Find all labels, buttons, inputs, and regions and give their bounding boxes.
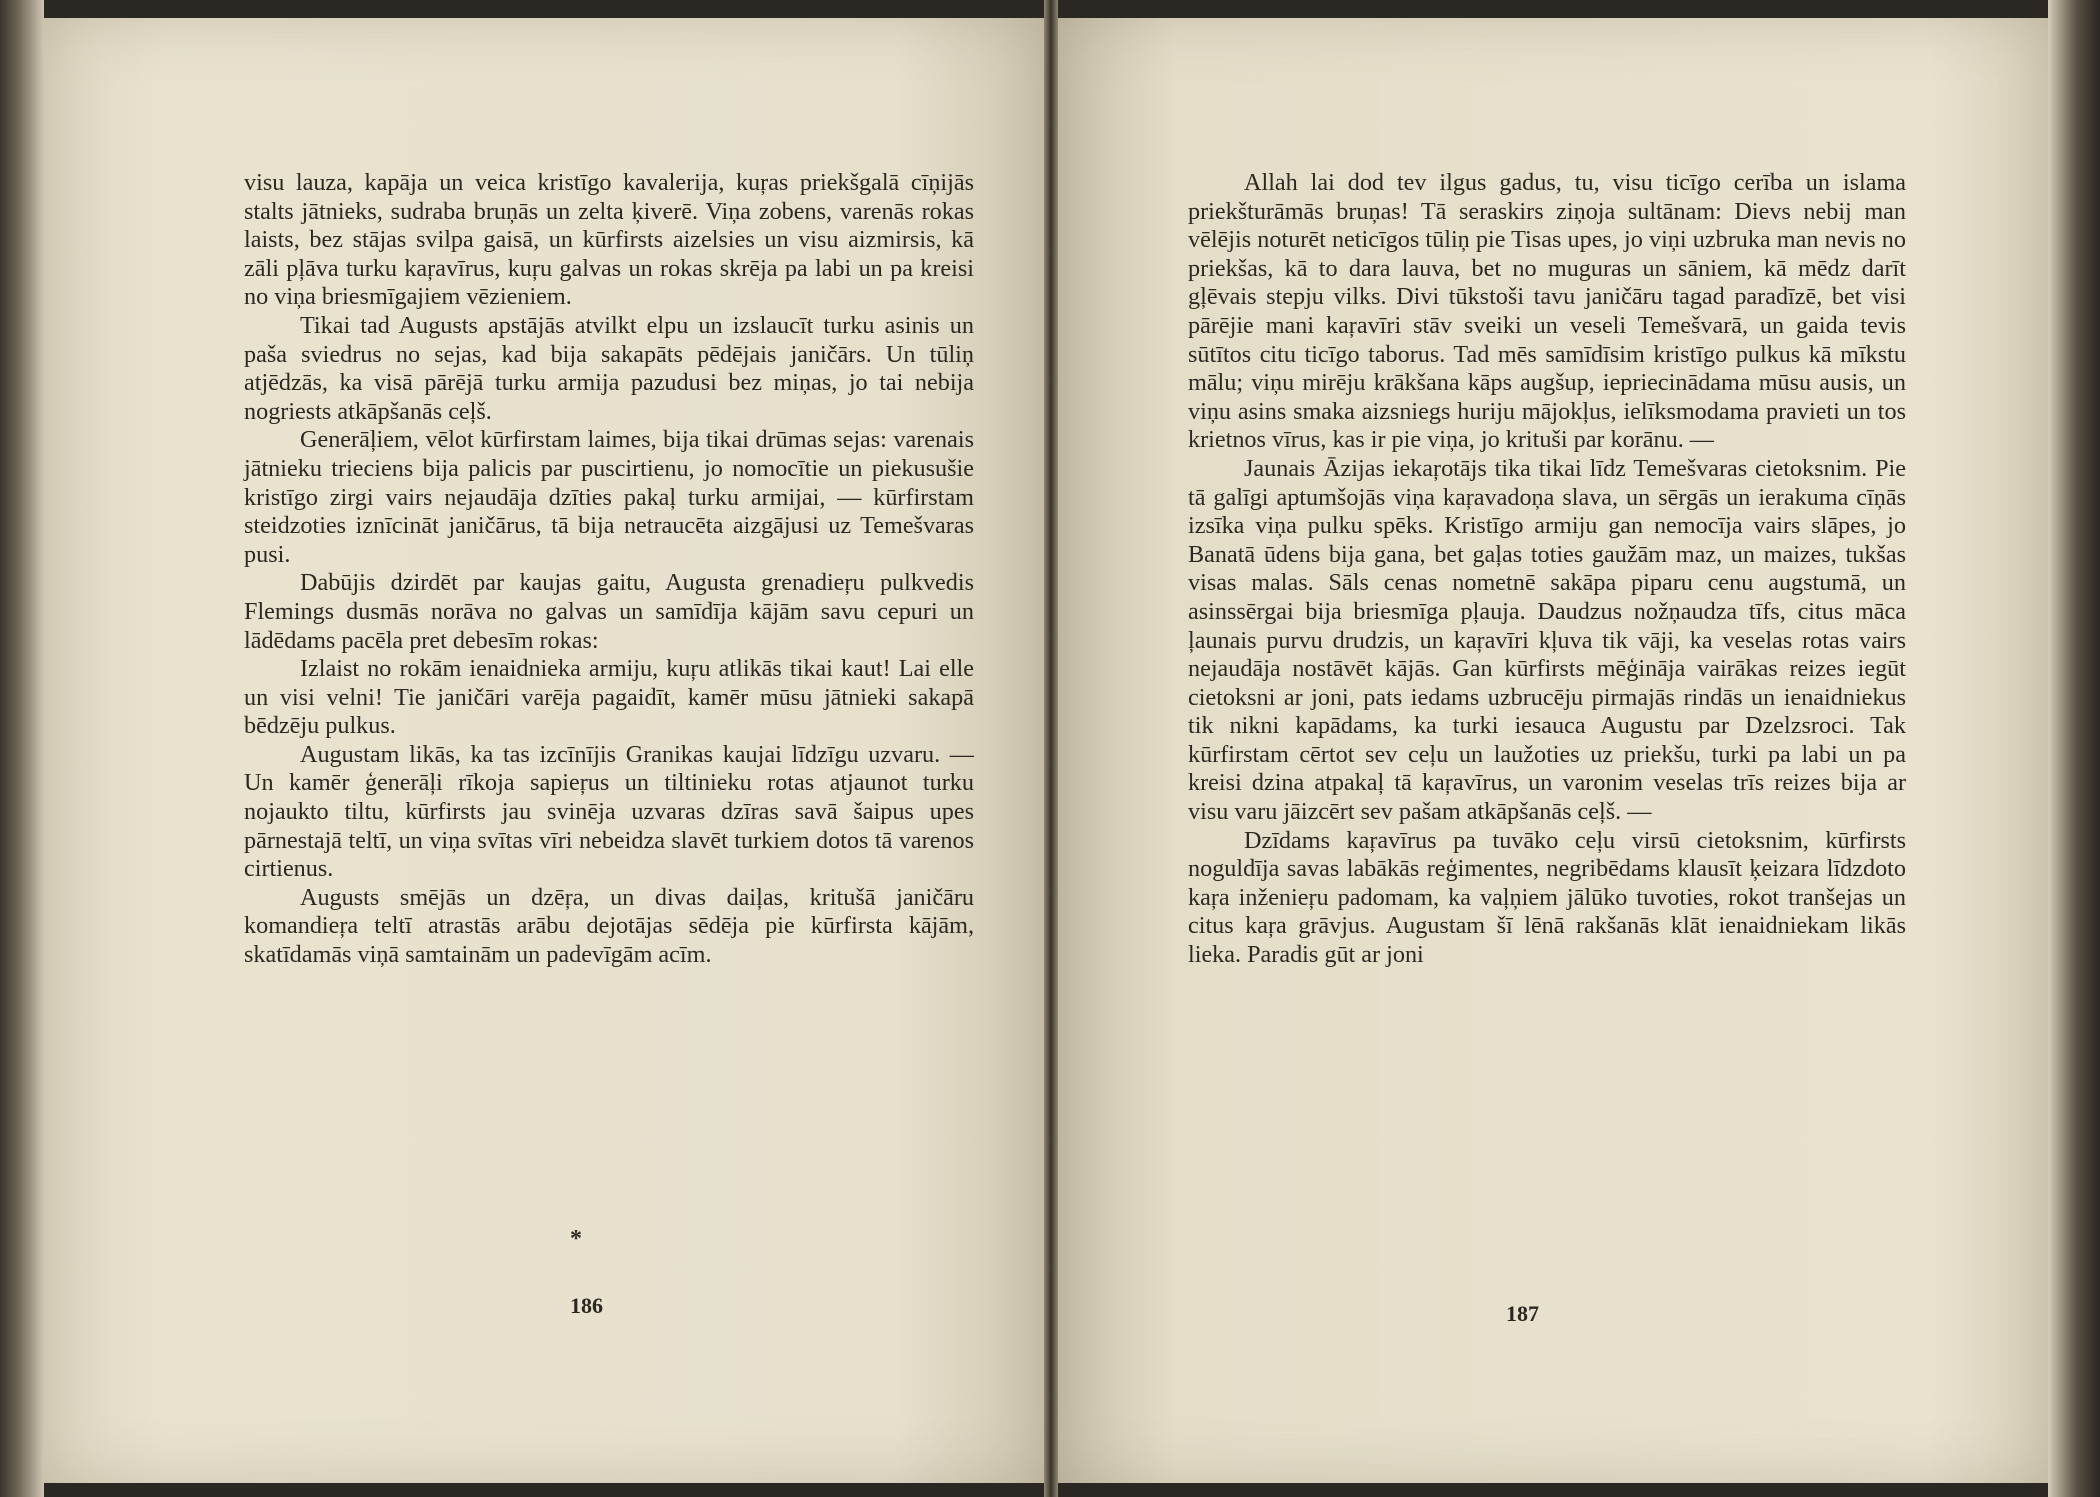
left-page xyxy=(44,18,1044,1483)
right-paragraph-2: Jaunais Āzijas iekaŗotājs tika tikai līdz Temešvaras cietoksnim. Pie tā galīgi aptumšojās viņa kaŗavadoņa slava, un sērgās un ierakuma cīņās izsīka viņa pulku spēks. Kristīgo armiju gan nemocīja vairs slāpes, jo Banatā ūdens bija gana, bet gaļas toties gaužām maz, un maizes, tukšas visas malas. Sāls cenas nometnē sakāpa piparu cenu augstumā, un asinssērgai bija briesmīga pļauja. Daudzus nožņaudza tīfs, citus māca ļaunais purvu drudzis, un kaŗavīri kļuva tik vāji, ka veselas rotas vairs nejaudāja nostāvēt kājās. Gan kūrfirsts mēģināja vairākas reizes iegūt cietoksni ar joni, pats iedams uzbrucēju pirmajās rindās un ienaidniekus tik nikni kapādams, ka turki iesauca Augustu par Dzelzsroci. Tak kūrfirstam cērtot sev ceļu un laužoties uz priekšu, turki pa labi un pa kreisi dzina atpakaļ tā kaŗavīrus, un varonim veselas trīs reizes bija ar visu varu jāizcērt sev pašam atkāpšanās ceļš. — xyxy=(1188,454,1906,826)
book-edge-left xyxy=(0,0,44,1497)
left-page-text xyxy=(244,169,974,970)
left-paragraph-7: Augusts smējās un dzēŗa, un divas daiļas, kritušā janičāru komandieŗa teltī atrastās arābu dejotājas sēdēja pie kūrfirsta kājām, skatīdamās viņā samtainām un padevīgām acīm. xyxy=(244,883,974,969)
left-paragraph-1: visu lauza, kapāja un veica kristīgo kavalerija, kuŗas priekšgalā cīņijās stalts jātnieks, sudraba bruņās un zelta ķiverē. Viņa zobens, varenās rokas laists, bez stājas svilpa gaisā, un kūrfirsts aizelsies un visu aizmirsis, kā zāli pļāva turku kaŗavīrus, kuŗu galvas un rokas skrēja pa labi un pa kreisi no viņa briesmīgajiem vēzieniem. xyxy=(244,169,974,311)
book-gutter xyxy=(1044,0,1058,1497)
book-edge-right xyxy=(2048,0,2100,1497)
left-paragraph-5: Izlaist no rokām ienaidnieka armiju, kuŗu atlikās tikai kaut! Lai elle un visi velni! Tie janičāri varēja pagaidīt, kamēr mūsu jātnieki sakapā bēdzēju pulkus. xyxy=(244,655,974,740)
left-paragraph-3: Generāļiem, vēlot kūrfirstam laimes, bija tikai drūmas sejas: varenais jātnieku trieciens bija palicis par puscirtienu, jo nomocītie un piekusušie kristīgo zirgi vairs nejaudāja dzīties pakaļ turku armijai, — kūrfirstam steidzoties iznīcināt janičārus, tā bija netraucēta aizgājusi uz Temešvaras pusi. xyxy=(244,426,974,568)
section-asterisk: * xyxy=(570,1226,582,1252)
right-paragraph-1: Allah lai dod tev ilgus gadus, tu, visu ticīgo cerība un islama priekšturāmās bruņas! Tā seraskirs ziņoja sultānam: Dievs nebij man vēlējis noturēt neticīgos tūliņ pie Tisas upes, jo viņi uzbruka man nevis no priekšas, kā to dara lauva, bet no muguras un sāniem, kā mēdz darīt gļēvais stepju vilks. Divi tūkstoši tavu janičāru tagad paradīzē, bet visi pārējie mani kaŗavīri stāv sveiki un veseli Temešvarā, un gaida tevis sūtītos citu ticīgo taborus. Tad mēs samīdīsim kristīgo pulkus kā mīkstu mālu; viņu mirēju krākšana kāps augšup, iepriecinādama mūsu ausis, un viņu asins smaka aizsniegs huriju mājokļus, ielīksmodama pravieti un tos krietnos vīrus, kas ir pie viņa, jo krituši par korānu. — xyxy=(1188,169,1906,454)
right-page-number: 187 xyxy=(1506,1301,1539,1326)
left-paragraph-6: Augustam likās, ka tas izcīnījis Granikas kaujai līdzīgu uzvaru. — Un kamēr ģenerāļi rīkoja sapieŗus un tiltinieku rotas atjaunot turku nojaukto tiltu, kūrfirsts jau svinēja uzvaras dzīras savā šaipus upes pārnestajā teltī, un viņa svītas vīri nebeidza slavēt turkiem dotos tā varenos cirtienus. xyxy=(244,740,974,883)
right-page-text xyxy=(1188,169,1906,970)
left-page-number: 186 xyxy=(570,1293,603,1318)
left-paragraph-4: Dabūjis dzirdēt par kaujas gaitu, Augusta grenadieŗu pulkvedis Flemings dusmās norāva no galvas un samīdīja kājām savu cepuri un lādēdams pacēla pret debesīm rokas: xyxy=(244,569,974,654)
right-page xyxy=(1058,18,2048,1483)
left-paragraph-2: Tikai tad Augusts apstājās atvilkt elpu un izslaucīt turku asinis un paša sviedrus no sejas, kad bija sakapāts pēdējais janičārs. Un tūliņ atjēdzās, ka visā pārējā turku armija pazudusi bez miņas, jo tai nebija nogriests atkāpšanās ceļš. xyxy=(244,311,974,425)
right-paragraph-3: Dzīdams kaŗavīrus pa tuvāko ceļu virsū cietoksnim, kūrfirsts noguldīja savas labākās reģimentes, negribēdams klausīt ķeizara līdzdoto kaŗa inženieŗu padomam, ka vaļņiem jālūko tuvoties, rokot tranšejas un citus kaŗa grāvjus. Augustam šī lēnā rakšanās klāt ienaidniekam likās lieka. Paradis gūt ar joni xyxy=(1188,826,1906,969)
